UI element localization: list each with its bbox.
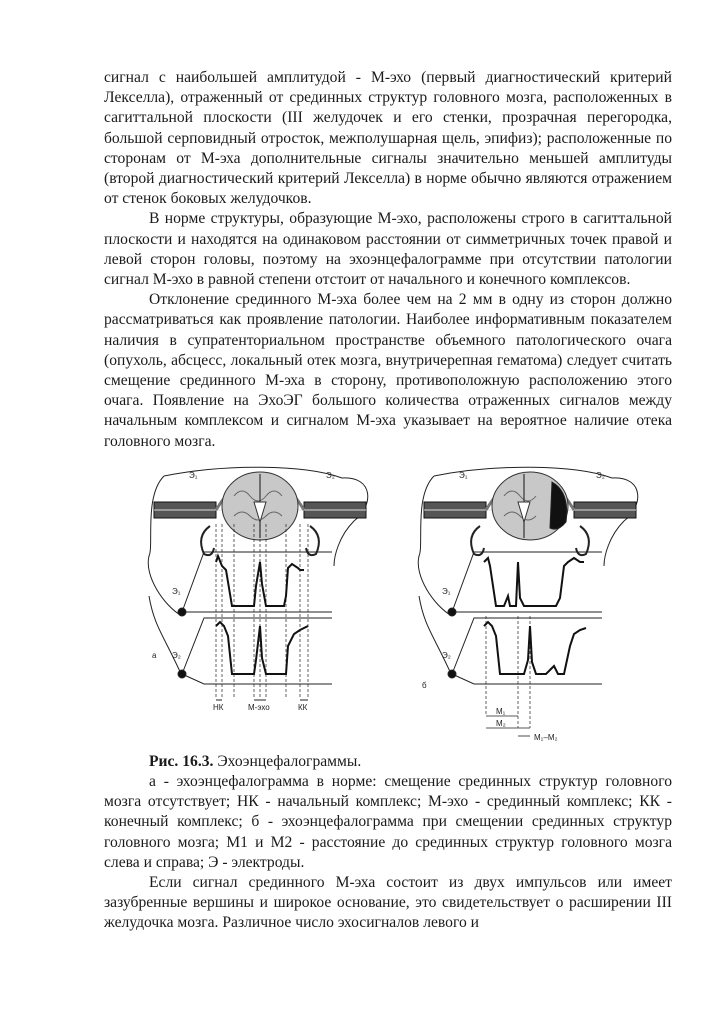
electrode-dot-a2: [178, 670, 186, 678]
trace-b1-label: Э₁: [442, 586, 451, 596]
panel-a: [148, 467, 368, 700]
panel-a-letter: а: [152, 650, 157, 660]
trace-b1: [484, 558, 584, 606]
trace-a2-label: Э₂: [172, 650, 181, 660]
electrode-a-right-label: Э₂: [326, 470, 335, 480]
panel-b: [418, 467, 638, 736]
trace-b2-label: Э₂: [442, 650, 451, 660]
figure-echoencephalograms: [104, 466, 672, 744]
label-kk: КК: [298, 702, 308, 712]
paragraph-1: сигнал с наибольшей амплитудой - М-эхо (первый диагностический критерий Лекселла), отраженный от срединных структур головного мозга, расположенных в сагиттальной плоскости (III желудочек и его стенки, прозрачная перегородка, большой серповидный отросток, межполушарная щель, эпифиз); расположенные по сторонам от М-эха дополнительные сигналы значительно меньшей амплитуды (второй диагностический критерий Лекселла) в норме обычно являются отражением от стенок боковых желудочков.: [104, 69, 672, 208]
projection-lines-b: [486, 616, 530, 728]
electrode-b-left-label: Э₁: [459, 470, 468, 480]
figure-title: Эхоэнцефалограммы.: [217, 752, 362, 770]
document-page: [104, 68, 672, 934]
figure-drawing: [104, 466, 672, 744]
paragraph-4: Если сигнал срединного М-эха состоит из двух импульсов или имеет зазубренные вершины и широкое основание, это свидетельствует о расширении III желудочка мозга. Различное число эхосигналов левого и: [104, 874, 672, 932]
label-m-diff: М₁–М₂: [534, 732, 558, 742]
label-m1: М₁: [496, 706, 506, 716]
electrode-a-left-label: Э₁: [189, 470, 198, 480]
trace-a2: [216, 622, 308, 674]
label-m2: М₂: [496, 718, 506, 728]
electrode-dot-a1: [178, 608, 186, 616]
projection-lines-a: [216, 524, 308, 698]
paragraph-2: В норме структуры, образующие М-эхо, расположены строго в сагиттальной плоскости и находятся на одинаковом расстоянии от симметричных точек правой и левой сторон головы, поэтому на эхоэнцефалограмме при отсутствии патологии сигнал М-эхо в равной степени отстоит от начального и конечного комплексов.: [104, 210, 672, 289]
label-nk: НК: [213, 702, 224, 712]
trace-a1-label: Э₁: [172, 586, 181, 596]
lesion-b: [550, 482, 567, 529]
figure-caption-body: а - эхоэнцефалограмма в норме: смещение срединных структур головного мозга отсутствует; НК - начальный комплекс; М-эхо - срединный комплекс; КК - конечный комплекс; б - эхоэнцефалограмма при смещении срединных структур головного мозга; М1 и М2 - расстояние до срединных структур головного мозга слева и справа; Э - электроды.: [104, 773, 672, 871]
figure-number: Рис. 16.3.: [149, 752, 214, 770]
trace-b2: [484, 622, 586, 674]
panel-b-letter: б: [422, 680, 427, 690]
electrode-b-right-label: Э₂: [596, 470, 605, 480]
electrode-dot-b1: [448, 608, 456, 616]
paragraph-3: Отклонение срединного М-эха более чем на 2 мм в одну из сторон должно рассматриваться как проявление патологии. Наиболее информативным показателем наличия в супратенториальном пространстве объемного патологического очага (опухоль, абсцесс, локальный отек мозга, внутричерепная гематома) следует считать смещение срединного М-эха в сторону, противоположную расположению этого очага. Появление на ЭхоЭГ большого количества отраженных сигналов между начальным комплексом и сигналом М-эха указывает на вероятное наличие отека головного мозга.: [104, 291, 672, 450]
electrode-dot-b2: [448, 670, 456, 678]
label-mecho: М-эхо: [248, 702, 270, 712]
figure-caption-title: [104, 752, 672, 772]
